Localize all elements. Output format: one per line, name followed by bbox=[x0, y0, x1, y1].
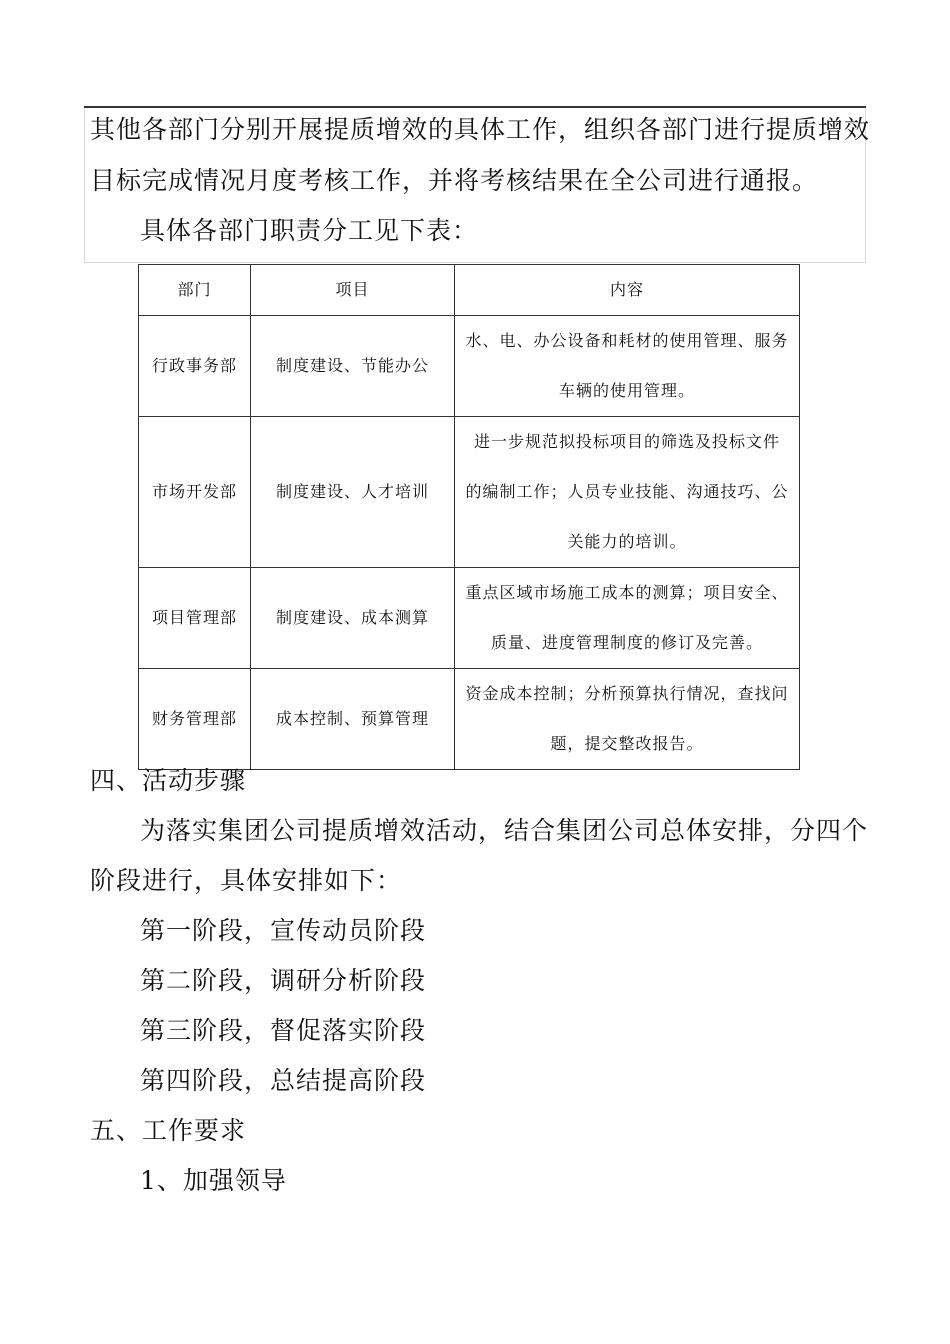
dept-cell: 市场开发部 bbox=[139, 417, 251, 568]
content-line: 资金成本控制；分析预算执行情况，查找问 bbox=[465, 684, 789, 703]
content-line: 进一步规范拟投标项目的筛选及投标文件 bbox=[473, 432, 780, 451]
item-cell: 成本控制、预算管理 bbox=[251, 669, 455, 770]
content-line: 水、电、办公设备和耗材的使用管理、服务 bbox=[465, 331, 789, 350]
stage-item: 第一阶段，宣传动员阶段 bbox=[140, 916, 427, 945]
content-cell bbox=[455, 669, 800, 770]
content-cell bbox=[455, 417, 800, 568]
content-line: 题，提交整改报告。 bbox=[550, 734, 704, 753]
table-row bbox=[139, 316, 800, 417]
header-content: 内容 bbox=[455, 265, 800, 316]
stage-item: 第四阶段，总结提高阶段 bbox=[140, 1066, 427, 1095]
responsibility-table bbox=[138, 264, 800, 770]
section-5-item-1: 1、加强领导 bbox=[140, 1166, 287, 1195]
section-4-para-line-1: 为落实集团公司提质增效活动，结合集团公司总体安排，分四个 bbox=[140, 816, 869, 845]
item-cell: 制度建设、成本测算 bbox=[251, 568, 455, 669]
content-line: 质量、进度管理制度的修订及完善。 bbox=[490, 633, 763, 652]
content-line: 车辆的使用管理。 bbox=[558, 381, 695, 400]
dept-cell: 行政事务部 bbox=[139, 316, 251, 417]
header-item: 项目 bbox=[251, 265, 455, 316]
item-cell: 制度建设、节能办公 bbox=[251, 316, 455, 417]
intro-line-2: 目标完成情况月度考核工作，并将考核结果在全公司进行通报。 bbox=[90, 166, 819, 195]
intro-line-3: 具体各部门职责分工见下表： bbox=[140, 216, 479, 245]
intro-line-1: 其他各部门分别开展提质增效的具体工作，组织各部门进行提质增效 bbox=[90, 115, 871, 144]
table-header-row bbox=[139, 265, 800, 316]
table-row bbox=[139, 669, 800, 770]
table-row bbox=[139, 417, 800, 568]
dept-cell: 财务管理部 bbox=[139, 669, 251, 770]
content-cell bbox=[455, 568, 800, 669]
dept-cell: 项目管理部 bbox=[139, 568, 251, 669]
section-4-para-line-2: 阶段进行，具体安排如下： bbox=[90, 866, 403, 895]
content-line: 重点区域市场施工成本的测算；项目安全、 bbox=[465, 583, 789, 602]
stage-item: 第二阶段，调研分析阶段 bbox=[140, 966, 427, 995]
content-line: 关能力的培训。 bbox=[567, 532, 687, 551]
content-line: 的编制工作；人员专业技能、沟通技巧、公 bbox=[465, 482, 789, 501]
section-5-heading: 五、工作要求 bbox=[90, 1116, 247, 1145]
content-cell bbox=[455, 316, 800, 417]
item-cell: 制度建设、人才培训 bbox=[251, 417, 455, 568]
table-row bbox=[139, 568, 800, 669]
header-dept: 部门 bbox=[139, 265, 251, 316]
section-4-heading: 四、活动步骤 bbox=[90, 766, 247, 795]
stage-item: 第三阶段，督促落实阶段 bbox=[140, 1016, 427, 1045]
